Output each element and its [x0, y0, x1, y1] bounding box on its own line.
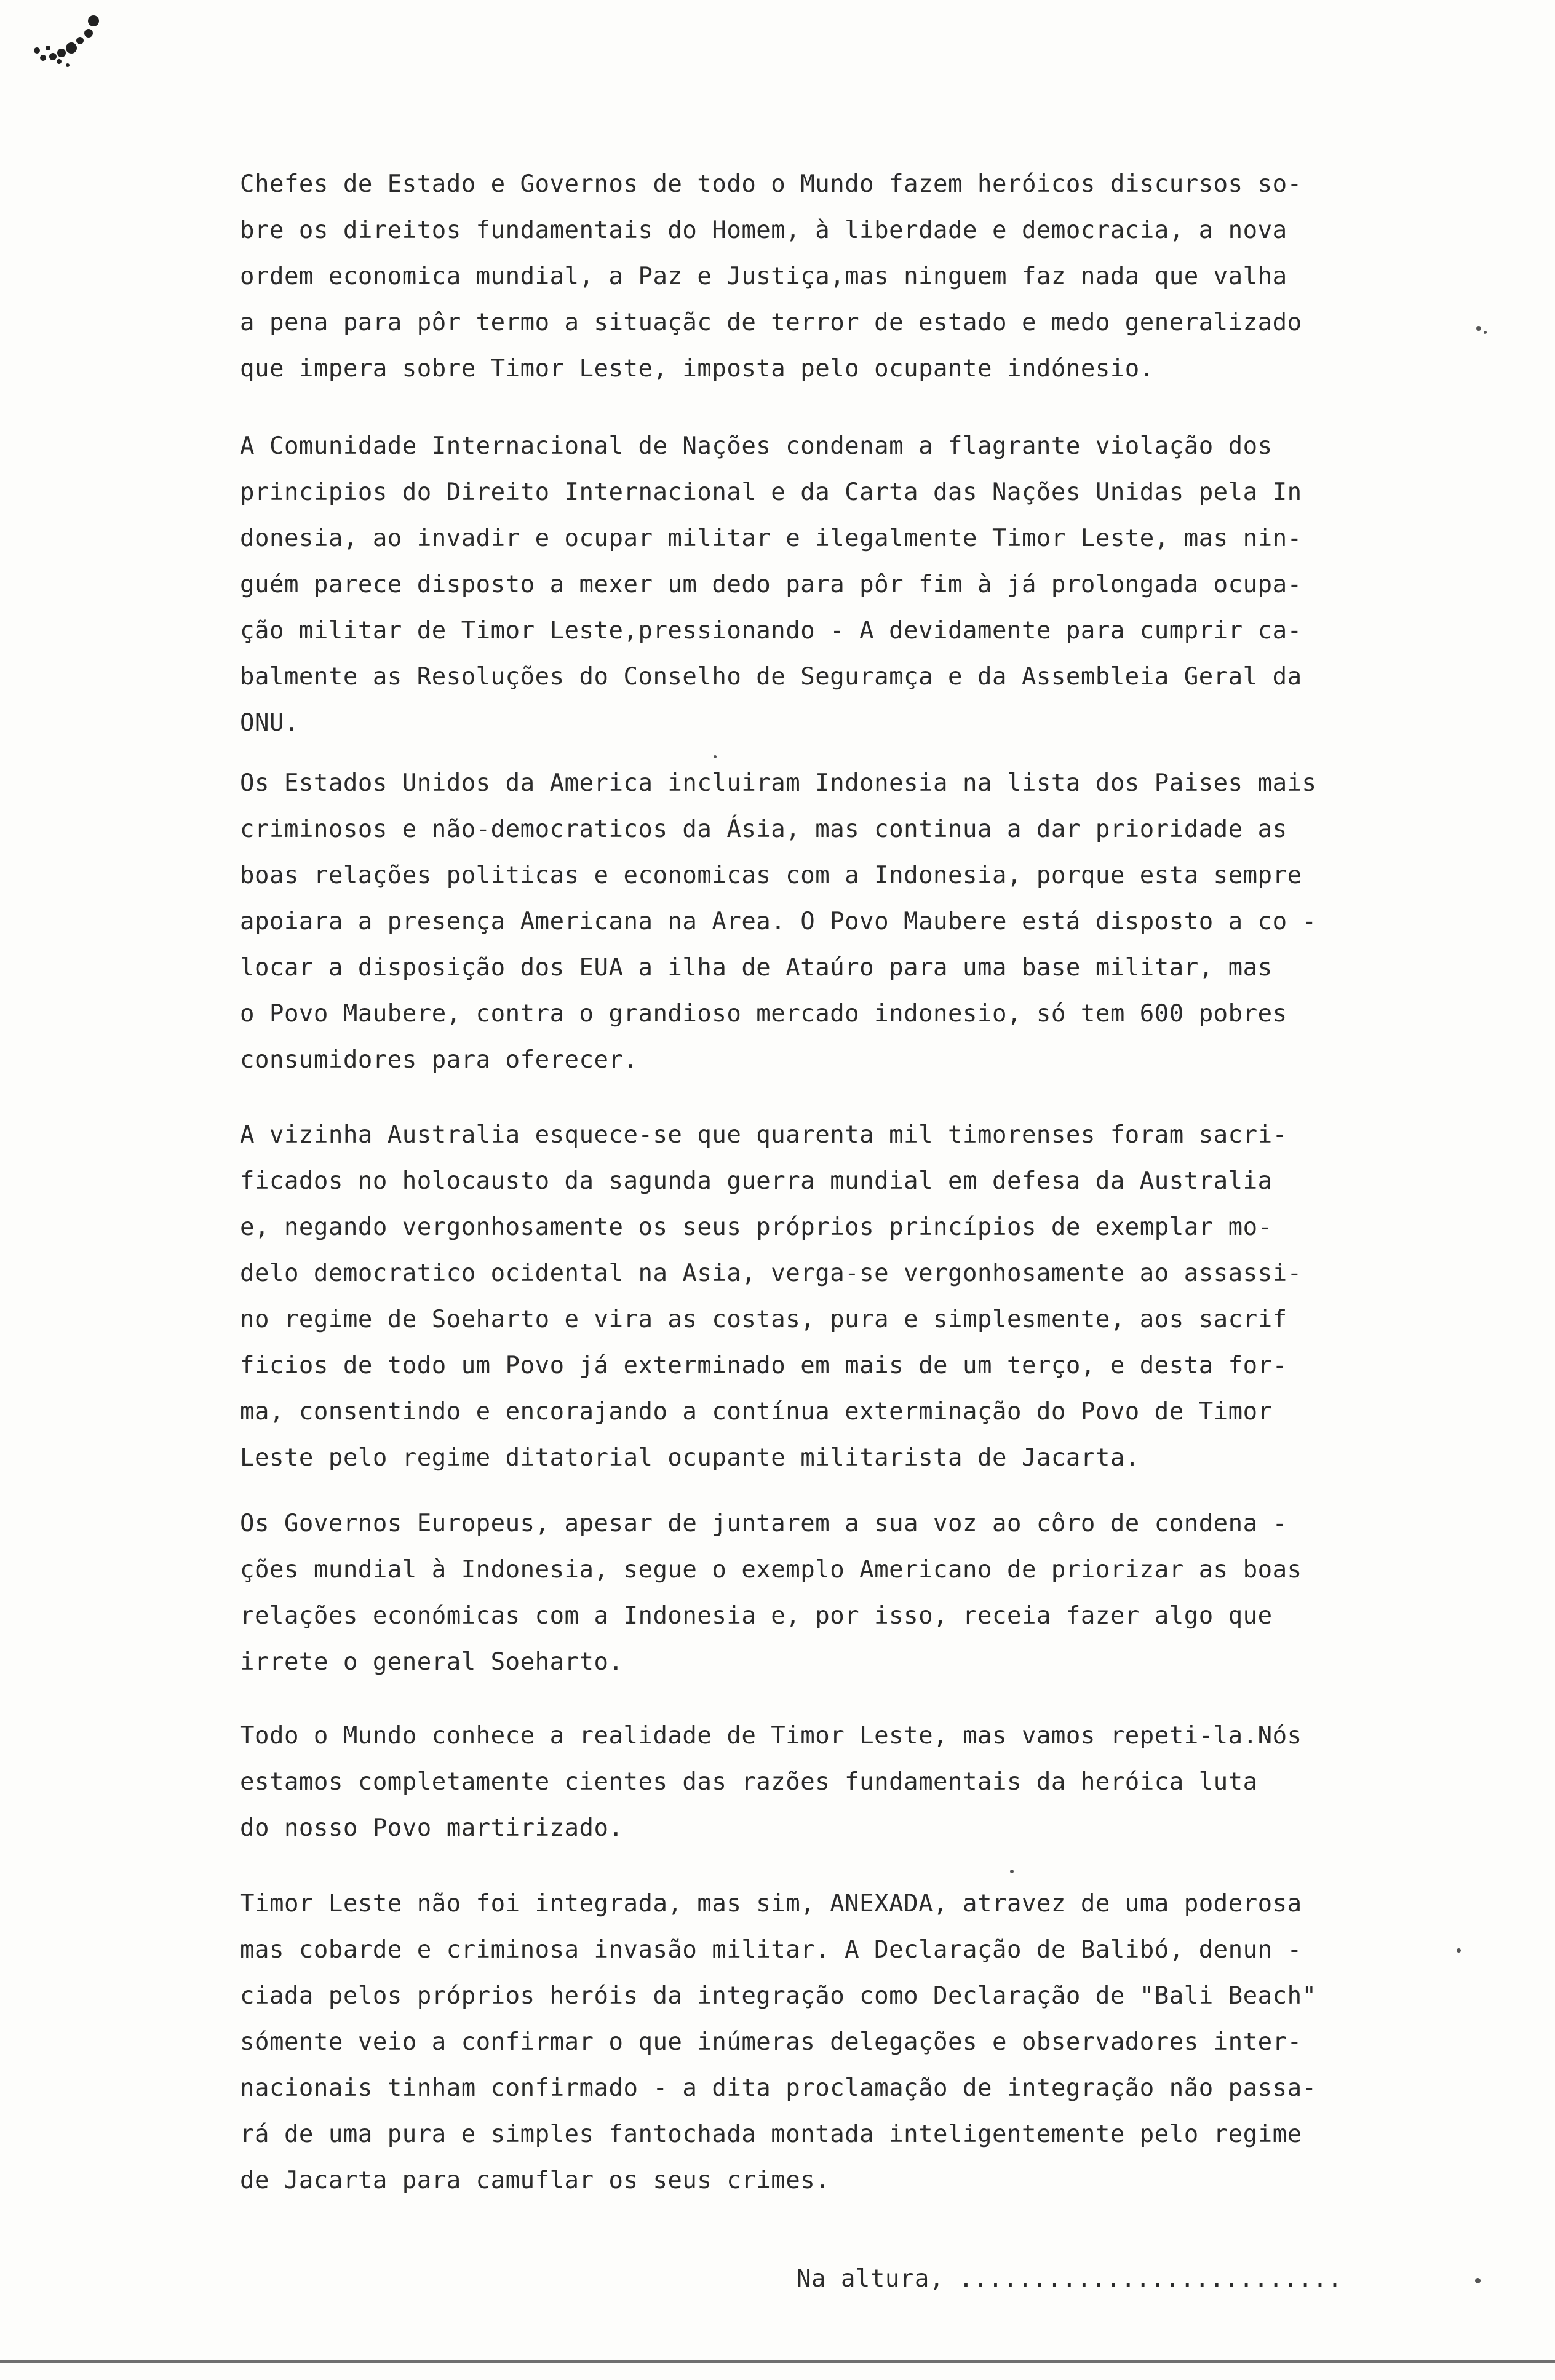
- paragraph-2: A Comunidade Internacional de Nações condenam a flagrante violação dos principios do Direito Internacional e da Carta das Nações Unidas pela In donesia, ao invadir e ocupar militar e ilegalmente Timor Leste, mas nin- guém parece disposto a mexer um dedo para pôr fim à já prolongada ocupa- ção militar de Timor Leste,pressionando - A devidamente para cumprir ca- balmente as Resoluções do Conselho de Seguramça e da Assembleia Geral da ONU.: [240, 432, 1302, 737]
- paragraph-5: Os Governos Europeus, apesar de juntarem a sua voz ao côro de condena - ções mundial à Indonesia, segue o exemplo Americano de priorizar as boas relações económicas com a Indonesia e, por isso, receia fazer algo que irrete o general Soeharto.: [240, 1510, 1302, 1676]
- paragraph-1: Chefes de Estado e Governos de todo o Mundo fazem heróicos discursos so- bre os direitos fundamentais do Homem, à liberdade e democracia, a nova ordem economica mundial, a Paz e Justiça,mas ninguem faz nada que valha a pena para pôr termo a situaçãc de terror de estado e medo generalizado que impera sobre Timor Leste, imposta pelo ocupante indónesio.: [240, 170, 1302, 383]
- paragraph-6: Todo o Mundo conhece a realidade de Timor Leste, mas vamos repeti-la.Nós estamos completamente cientes das razões fundamentais da heróica luta do nosso Povo martirizado.: [240, 1722, 1302, 1842]
- scan-speck: [1476, 326, 1481, 331]
- scan-speck: [1475, 2278, 1481, 2283]
- paragraph-4: A vizinha Australia esquece-se que quarenta mil timorenses foram sacri- ficados no holocausto da sagunda guerra mundial em defesa da Australia e, negando vergonhosamente os seus próprios princípios de exemplar mo- delo democratico ocidental na Asia, verga-se vergonhosamente ao assassi- no regime de Soeharto e vira as costas, pura e simplesmente, aos sacrif ficios de todo um Povo já exterminado em mais de um terço, e desta for- ma, consentindo e encorajando a contínua exterminação do Povo de Timor Leste pelo regime ditatorial ocupante militarista de Jacarta.: [240, 1121, 1302, 1472]
- scan-speck: [1457, 1948, 1461, 1953]
- paragraph-7: Timor Leste não foi integrada, mas sim, ANEXADA, atravez de uma poderosa mas cobarde e criminosa invasão militar. A Declaração de Balibó, denun - ciada pelos próprios heróis da integração como Declaração de "Bali Beach" sómente veio a confirmar o que inúmeras delegações e observadores inter- nacionais tinham confirmado - a dita proclamação de integração não passa- rá de uma pura e simples fantochada montada inteligentemente pelo regime de Jacarta para camuflar os seus crimes.: [240, 1890, 1317, 2194]
- ink-blot-mark: [25, 12, 111, 80]
- paragraph-3: Os Estados Unidos da America incluiram Indonesia na lista dos Paises mais criminosos e não-democraticos da Ásia, mas continua a dar prioridade as boas relações politicas e economicas com a Indonesia, porque esta sempre apoiara a presença Americana na Area. O Povo Maubere está disposto a co - locar a disposição dos EUA a ilha de Ataúro para uma base militar, mas o Povo Maubere, contra o grandioso mercado indonesio, só tem 600 pobres consumidores para oferecer.: [240, 769, 1317, 1074]
- bottom-edge-rule: [0, 2360, 1555, 2363]
- scan-speck: [1010, 1870, 1014, 1873]
- footer-text: Na altura, ..........................: [797, 2265, 1343, 2293]
- scan-speck: [714, 755, 717, 758]
- scan-speck: [1484, 331, 1487, 334]
